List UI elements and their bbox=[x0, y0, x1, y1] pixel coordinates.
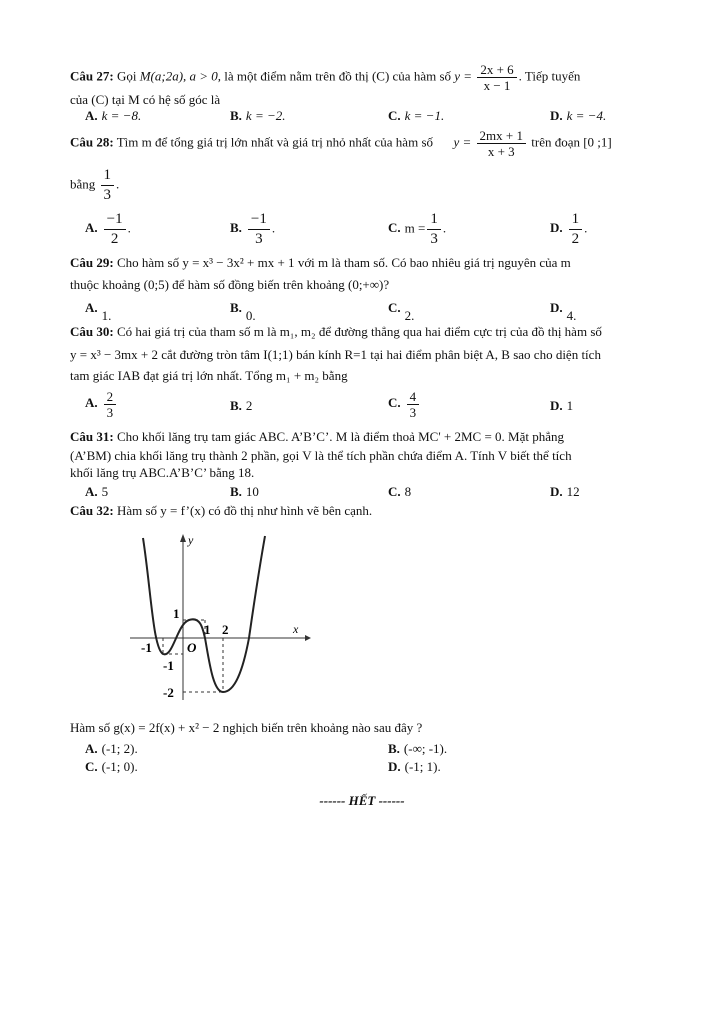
q28-option-c[interactable]: C. m = $\frac{1}{3}$ . bbox=[388, 211, 447, 247]
q31-line2: (A’BM) chia khối lăng trụ thành 2 phần, gọi V là thể tích phần chứa điểm A. Tính V biết thể tích bbox=[70, 448, 572, 463]
q29-option-d[interactable]: D.4. bbox=[550, 300, 577, 323]
q28-line2: bằng $\frac{1}{3}$ . bbox=[70, 167, 120, 203]
q28-option-b[interactable]: B. $\frac{-1}{3}$ . bbox=[230, 211, 276, 247]
q27-func-fraction: $\frac{2x + 6}{x - 1}$ bbox=[477, 62, 516, 93]
q28-value-fraction: $\frac{1}{3}$ bbox=[101, 166, 115, 205]
y-tick-m2: -2 bbox=[163, 685, 174, 700]
x-axis-arrow bbox=[305, 635, 311, 641]
q27-text-a: Gọi bbox=[116, 68, 137, 84]
q32-option-c[interactable]: C. (-1; 0). bbox=[85, 759, 138, 774]
q31-line1: Câu 31: Cho khối lăng trụ tam giác ABC. A’B’C’. M là điểm thoả MC' + 2MC = 0. Mặt phẳng bbox=[70, 429, 565, 444]
q30-line3: tam giác IAB đạt giá trị lớn nhất. Tổng m₁ + m₂ bằng bbox=[70, 368, 348, 383]
q27-point: M(a;2a), a > 0, bbox=[139, 68, 222, 84]
y-axis-arrow bbox=[180, 534, 186, 542]
q27-option-d[interactable]: D. k = −4. bbox=[550, 108, 607, 123]
fprime-curve bbox=[143, 536, 265, 692]
q27-option-b[interactable]: B. k = −2. bbox=[230, 108, 286, 123]
q29-option-c[interactable]: C.2. bbox=[388, 300, 415, 323]
origin-label: O bbox=[187, 640, 197, 655]
q30-label: Câu 30: bbox=[70, 324, 114, 339]
q30-option-c[interactable]: C. $\frac{4}{3}$ bbox=[388, 389, 421, 420]
q28-label: Câu 28: bbox=[70, 134, 114, 150]
q27-line1 bbox=[70, 62, 580, 93]
q32-option-d[interactable]: D. (-1; 1). bbox=[388, 759, 441, 774]
x-tick-1: 1 bbox=[204, 622, 211, 637]
q27-line2: của (C) tại M có hệ số góc là bbox=[70, 92, 221, 107]
y-tick-m1: -1 bbox=[163, 658, 174, 673]
q29-option-a[interactable]: A.1. bbox=[85, 300, 112, 323]
q29-label: Câu 29: bbox=[70, 255, 114, 270]
q31-option-a[interactable]: A. 5 bbox=[85, 484, 109, 499]
q27-option-c[interactable]: C. k = −1. bbox=[388, 108, 445, 123]
x-tick-m1: -1 bbox=[141, 640, 152, 655]
axis-x-label: x bbox=[293, 622, 299, 636]
q31-label: Câu 31: bbox=[70, 429, 114, 444]
q31-option-b[interactable]: B. 10 bbox=[230, 484, 259, 499]
q32-question: Hàm số g(x) = 2f(x) + x² − 2 nghịch biến trên khoảng nào sau đây ? bbox=[70, 720, 423, 735]
q32-line1: Câu 32: Hàm số y = f’(x) có đồ thị như hình vẽ bên cạnh. bbox=[70, 503, 373, 518]
derivative-graph bbox=[125, 530, 315, 710]
x-tick-2: 2 bbox=[222, 622, 229, 637]
q28-line1: Câu 28: Tìm m để tổng giá trị lớn nhất và giá trị nhỏ nhất của hàm số y = $\frac{2mx + 1}{x + 3}$ trên đoạn [0 ;1] bbox=[70, 128, 612, 159]
q27-option-a[interactable]: A. k = −8. bbox=[85, 108, 142, 123]
q29-line2: thuộc khoảng (0;5) để hàm số đồng biến trên khoảng (0;+∞)? bbox=[70, 277, 390, 292]
q28-option-d[interactable]: D. $\frac{1}{2}$ . bbox=[550, 211, 588, 247]
q28-func-fraction: $\frac{2mx + 1}{x + 3}$ bbox=[477, 128, 526, 159]
q27-text-b: là một điểm nằm trên đồ thị (C) của hàm số bbox=[224, 68, 452, 84]
q30-line2: y = x³ − 3mx + 2 cắt đường tròn tâm I(1;1) bán kính R=1 tại hai điểm phân biệt A, B sao cho diện tích bbox=[70, 347, 601, 362]
q29-option-b[interactable]: B.0. bbox=[230, 300, 256, 323]
q32-option-a[interactable]: A. (-1; 2). bbox=[85, 741, 138, 756]
q32-label: Câu 32: bbox=[70, 503, 114, 518]
q29-function: y = x³ − 3x² + mx + 1 bbox=[182, 255, 295, 270]
q31-option-c[interactable]: C. 8 bbox=[388, 484, 412, 499]
end-marker: ------ HẾT ------ bbox=[319, 793, 405, 808]
q31-line3: khối lăng trụ ABC.A’B’C’ bằng 18. bbox=[70, 465, 255, 480]
y-tick-1: 1 bbox=[173, 606, 180, 621]
q27-label: Câu 27: bbox=[70, 68, 114, 84]
q32-option-b[interactable]: B. (-∞; -1). bbox=[388, 741, 448, 756]
q30-option-a[interactable]: A. $\frac{2}{3}$ bbox=[85, 389, 118, 420]
axis-y-label: y bbox=[188, 533, 194, 547]
q31-option-d[interactable]: D. 12 bbox=[550, 484, 580, 499]
q29-line1: Câu 29: Cho hàm số y = x³ − 3x² + mx + 1 với m là tham số. Có bao nhiêu giá trị nguyên của m bbox=[70, 255, 571, 270]
q27-func-lhs: y = bbox=[454, 68, 473, 84]
q30-option-d[interactable]: D. 1 bbox=[550, 398, 574, 413]
q30-option-b[interactable]: B. 2 bbox=[230, 398, 253, 413]
q27-text-c: . Tiếp tuyến bbox=[518, 68, 581, 84]
q28-option-a[interactable]: A. $\frac{-1}{2}$ . bbox=[85, 211, 131, 247]
q30-line1: Câu 30: Có hai giá trị của tham số m là m₁, m₂ để đường thẳng qua hai điểm cực trị của đồ thị hàm số bbox=[70, 324, 602, 339]
